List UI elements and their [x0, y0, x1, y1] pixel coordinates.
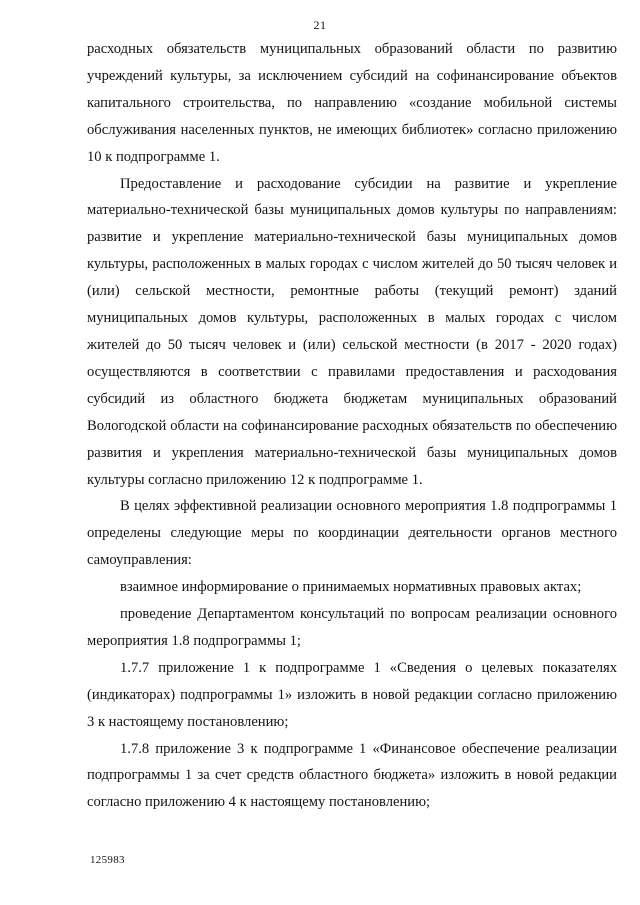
- paragraph-subsidy-rules: Предоставление и расходование субсидии на развитие и укрепление материально-технической базы муниципальных домов культуры по направлениям: развитие и укрепление материально-технической базы муниципальных домов культуры, расположенных в малых городах с числом жителей до 50 тысяч человек и (или) сельской местности, ремонтные работы (текущий ремонт) зданий муниципальных домов культуры, расположенных в малых городах с числом жителей до 50 тысяч человек и (или) сельской местности (в 2017 - 2020 годах) осуществляются в соответствии с правилами предоставления и расходования субсидий из областного бюджета бюджетам муниципальных образований Вологодской области на софинансирование расходных обязательств по обеспечению развития и укрепления материально-технической базы муниципальных домов культуры согласно приложению 12 к подпрограмме 1.: [87, 175, 617, 488]
- paragraph-mutual-information: взаимное информирование о принимаемых нормативных правовых актах;: [120, 579, 582, 596]
- page-number: 21: [313, 18, 327, 32]
- paragraph-coordination-measures: В целях эффективной реализации основного мероприятия 1.8 подпрограммы 1 определены следующие меры по координации деятельности органов местного самоуправления:: [87, 498, 617, 569]
- paragraph-item-1-7-7: 1.7.7 приложение 1 к подпрограмме 1 «Сведения о целевых показателях (индикаторах) подпрограммы 1» изложить в новой редакции согласно приложению 3 к настоящему постановлению;: [87, 659, 617, 730]
- document-code: 125983: [90, 854, 125, 866]
- body-text: [87, 36, 617, 816]
- paragraph-consultations: проведение Департаментом консультаций по вопросам реализации основного мероприятия 1.8 подпрограммы 1;: [87, 606, 617, 649]
- paragraph-item-1-7-8: 1.7.8 приложение 3 к подпрограмме 1 «Финансовое обеспечение реализации подпрограммы 1 за счет средств областного бюджета» изложить в новой редакции согласно приложению 4 к настоящему постановлению;: [87, 740, 617, 811]
- paragraph-continuation: расходных обязательств муниципальных образований области по развитию учреждений культуры, за исключением субсидий на софинансирование объектов капитального строительства, по направлению «создание мобильной системы обслуживания населенных пунктов, не имеющих библиотек» согласно приложению 10 к подпрограмме 1.: [87, 41, 617, 165]
